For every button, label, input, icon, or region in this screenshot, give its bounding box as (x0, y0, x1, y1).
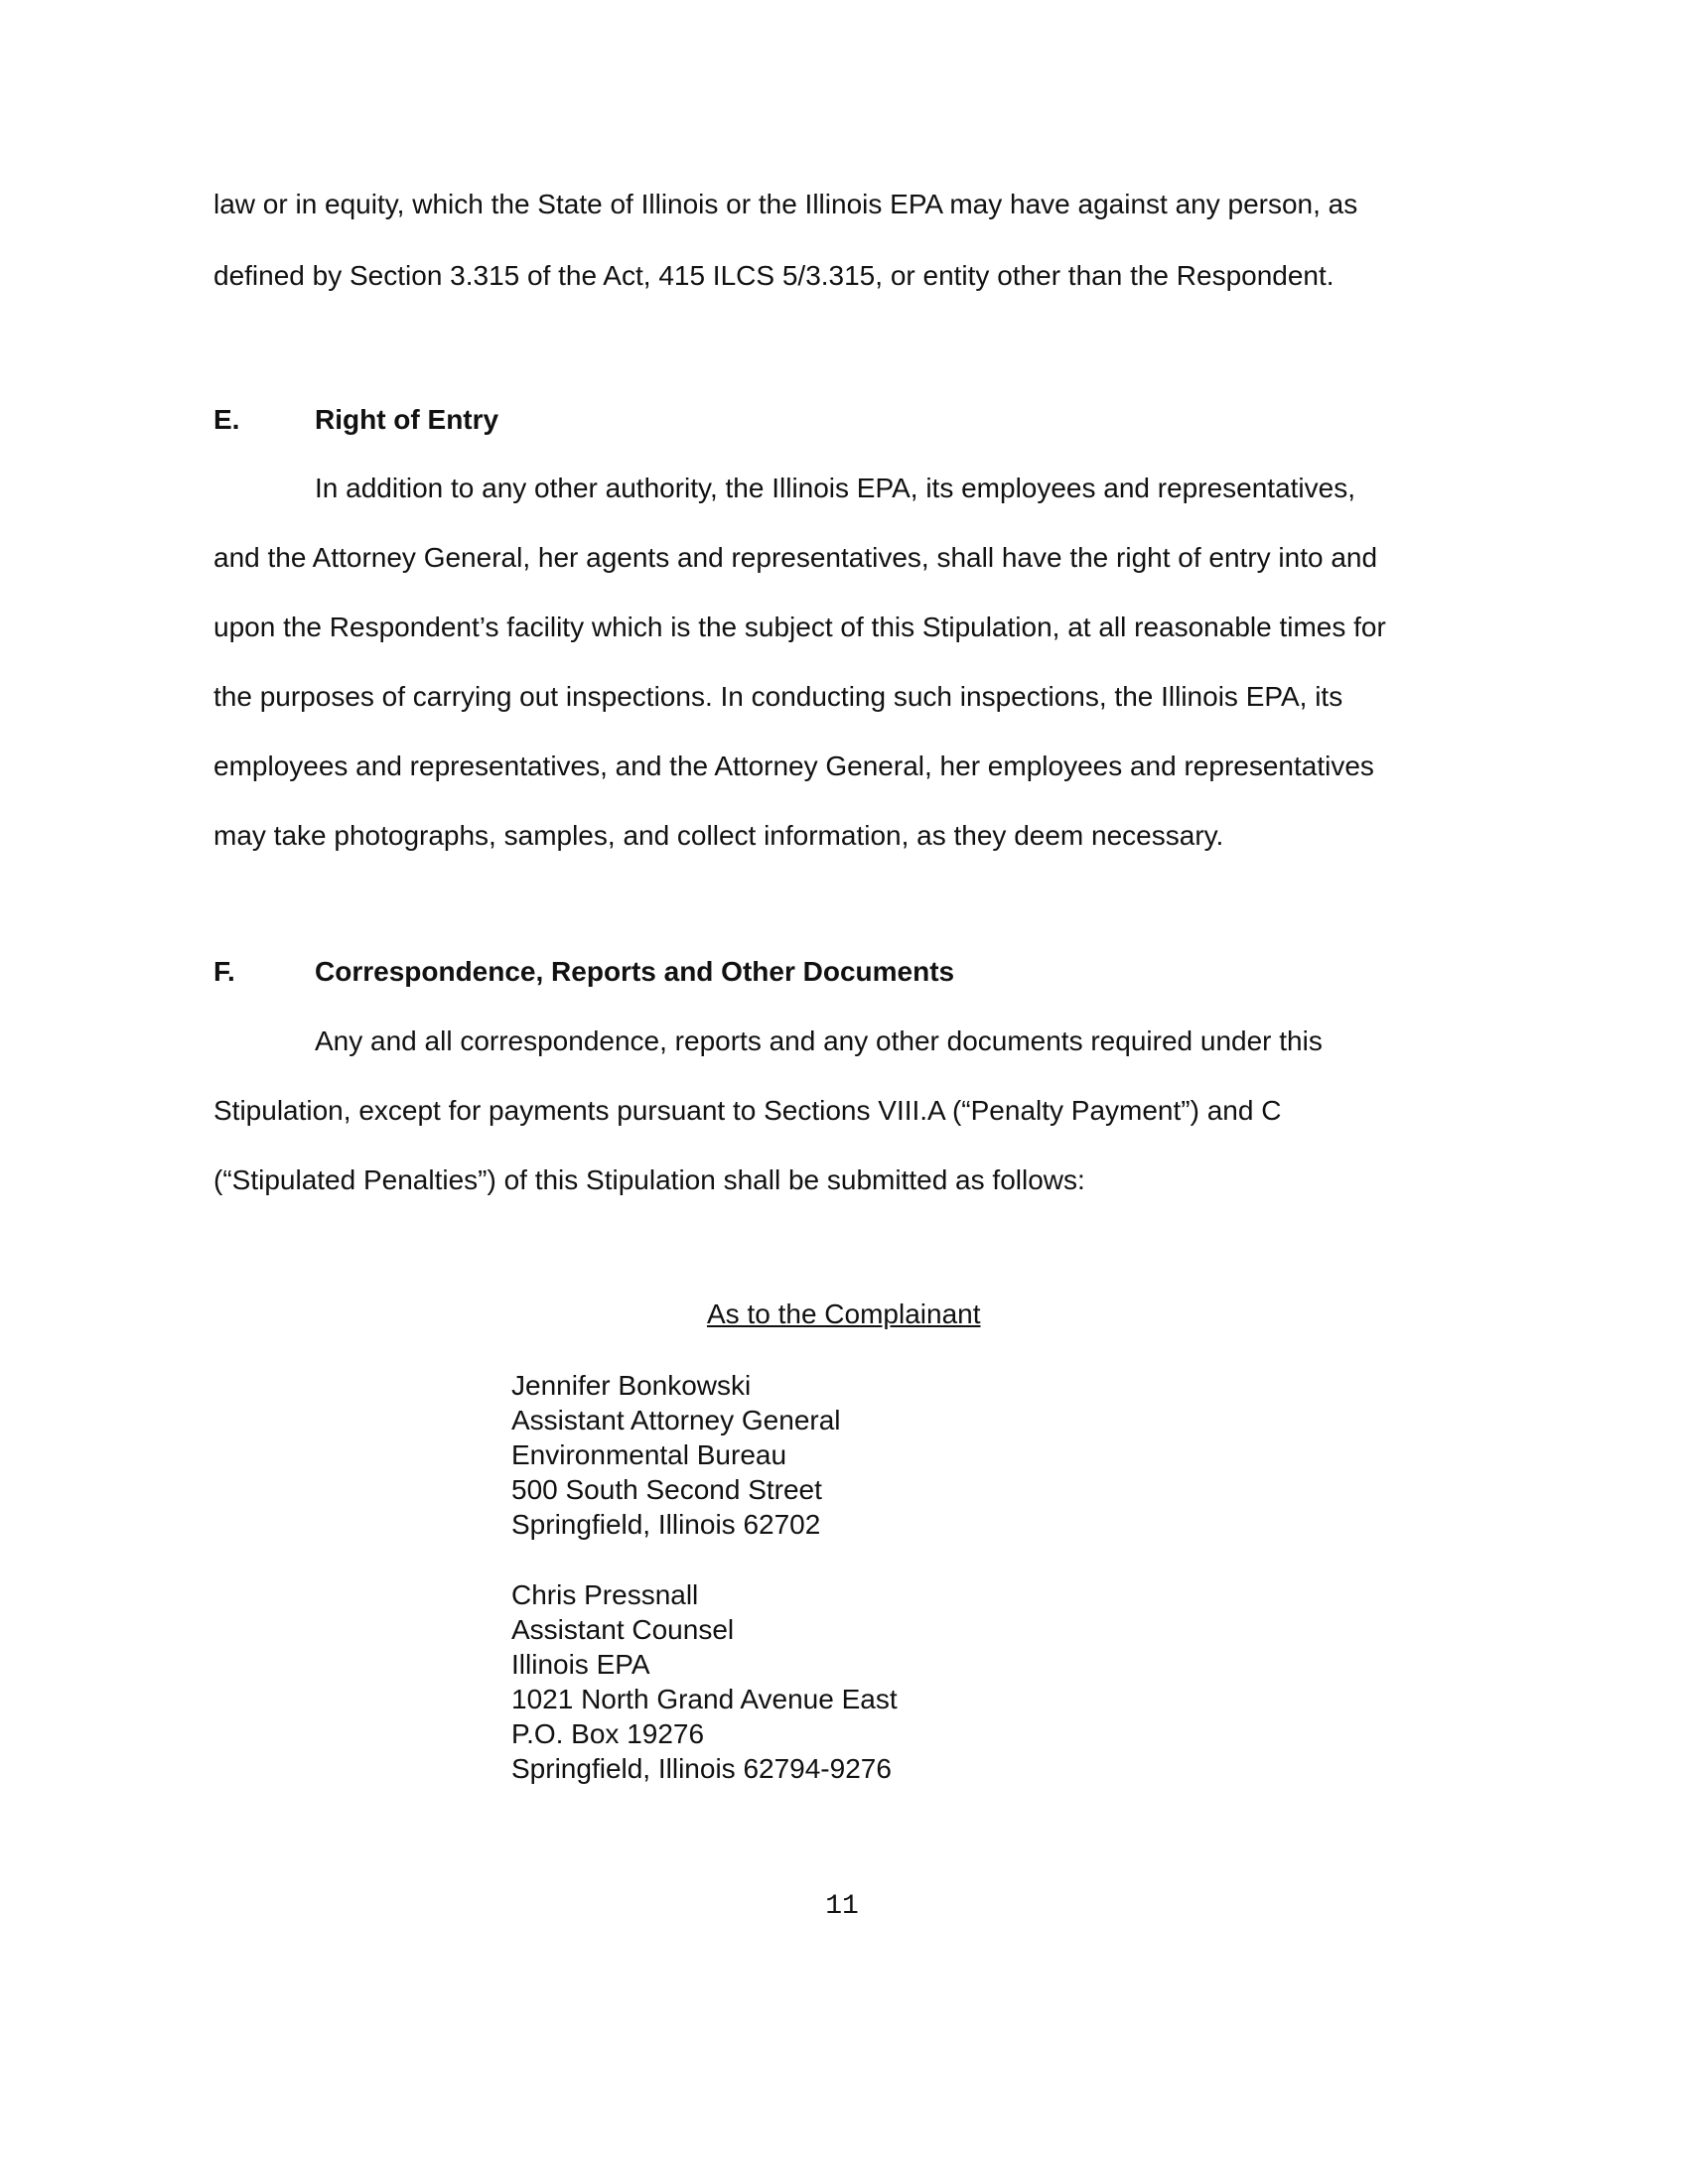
section-f-letter: F. (213, 956, 235, 987)
contact-2-line-6: Springfield, Illinois 62794-9276 (511, 1753, 892, 1784)
section-f-line-3: (“Stipulated Penalties”) of this Stipulation shall be submitted as follows: (213, 1164, 1085, 1195)
contact-2-line-2: Assistant Counsel (511, 1614, 735, 1645)
section-e-line-1: In addition to any other authority, the Illinois EPA, its employees and representatives, (315, 473, 1355, 503)
section-f-heading (213, 956, 954, 988)
section-e-line-5: employees and representatives, and the Attorney General, her employees and representatives (213, 751, 1374, 781)
contact-2-line-5: P.O. Box 19276 (511, 1718, 705, 1749)
contact-1-line-3: Environmental Bureau (511, 1439, 787, 1470)
section-e-line-4: the purposes of carrying out inspections. In conducting such inspections, the Illinois EPA, its (213, 681, 1343, 712)
contact-1-line-4: 500 South Second Street (511, 1474, 822, 1505)
contact-2-line-3: Illinois EPA (511, 1649, 650, 1680)
section-e-letter: E. (213, 404, 240, 435)
continuation-line-1: law or in equity, which the State of Illinois or the Illinois EPA may have against any person, as (213, 189, 1358, 219)
section-e-title: Right of Entry (315, 404, 499, 435)
contact-block-2 (511, 1577, 898, 1786)
section-f-line-2: Stipulation, except for payments pursuant to Sections VIII.A (“Penalty Payment”) and C (213, 1095, 1282, 1126)
contact-1-line-2: Assistant Attorney General (511, 1405, 841, 1435)
section-e-heading (213, 404, 498, 436)
contact-2-line-4: 1021 North Grand Avenue East (511, 1684, 898, 1714)
contact-2-line-1: Chris Pressnall (511, 1579, 699, 1610)
page-number: 11 (825, 1891, 859, 1922)
section-e-line-6: may take photographs, samples, and collect information, as they deem necessary. (213, 820, 1224, 851)
section-f-title: Correspondence, Reports and Other Documents (315, 956, 955, 987)
complainant-heading: As to the Complainant (707, 1298, 981, 1329)
contact-block-1 (511, 1368, 841, 1542)
section-f-line-1: Any and all correspondence, reports and any other documents required under this (315, 1025, 1323, 1056)
continuation-line-2: defined by Section 3.315 of the Act, 415 ILCS 5/3.315, or entity other than the Respondent. (213, 260, 1334, 291)
section-e-line-3: upon the Respondent’s facility which is the subject of this Stipulation, at all reasonable times for (213, 612, 1386, 642)
contact-1-line-5: Springfield, Illinois 62702 (511, 1509, 821, 1540)
section-e-line-2: and the Attorney General, her agents and representatives, shall have the right of entry into and (213, 542, 1378, 573)
contact-1-line-1: Jennifer Bonkowski (511, 1370, 752, 1401)
